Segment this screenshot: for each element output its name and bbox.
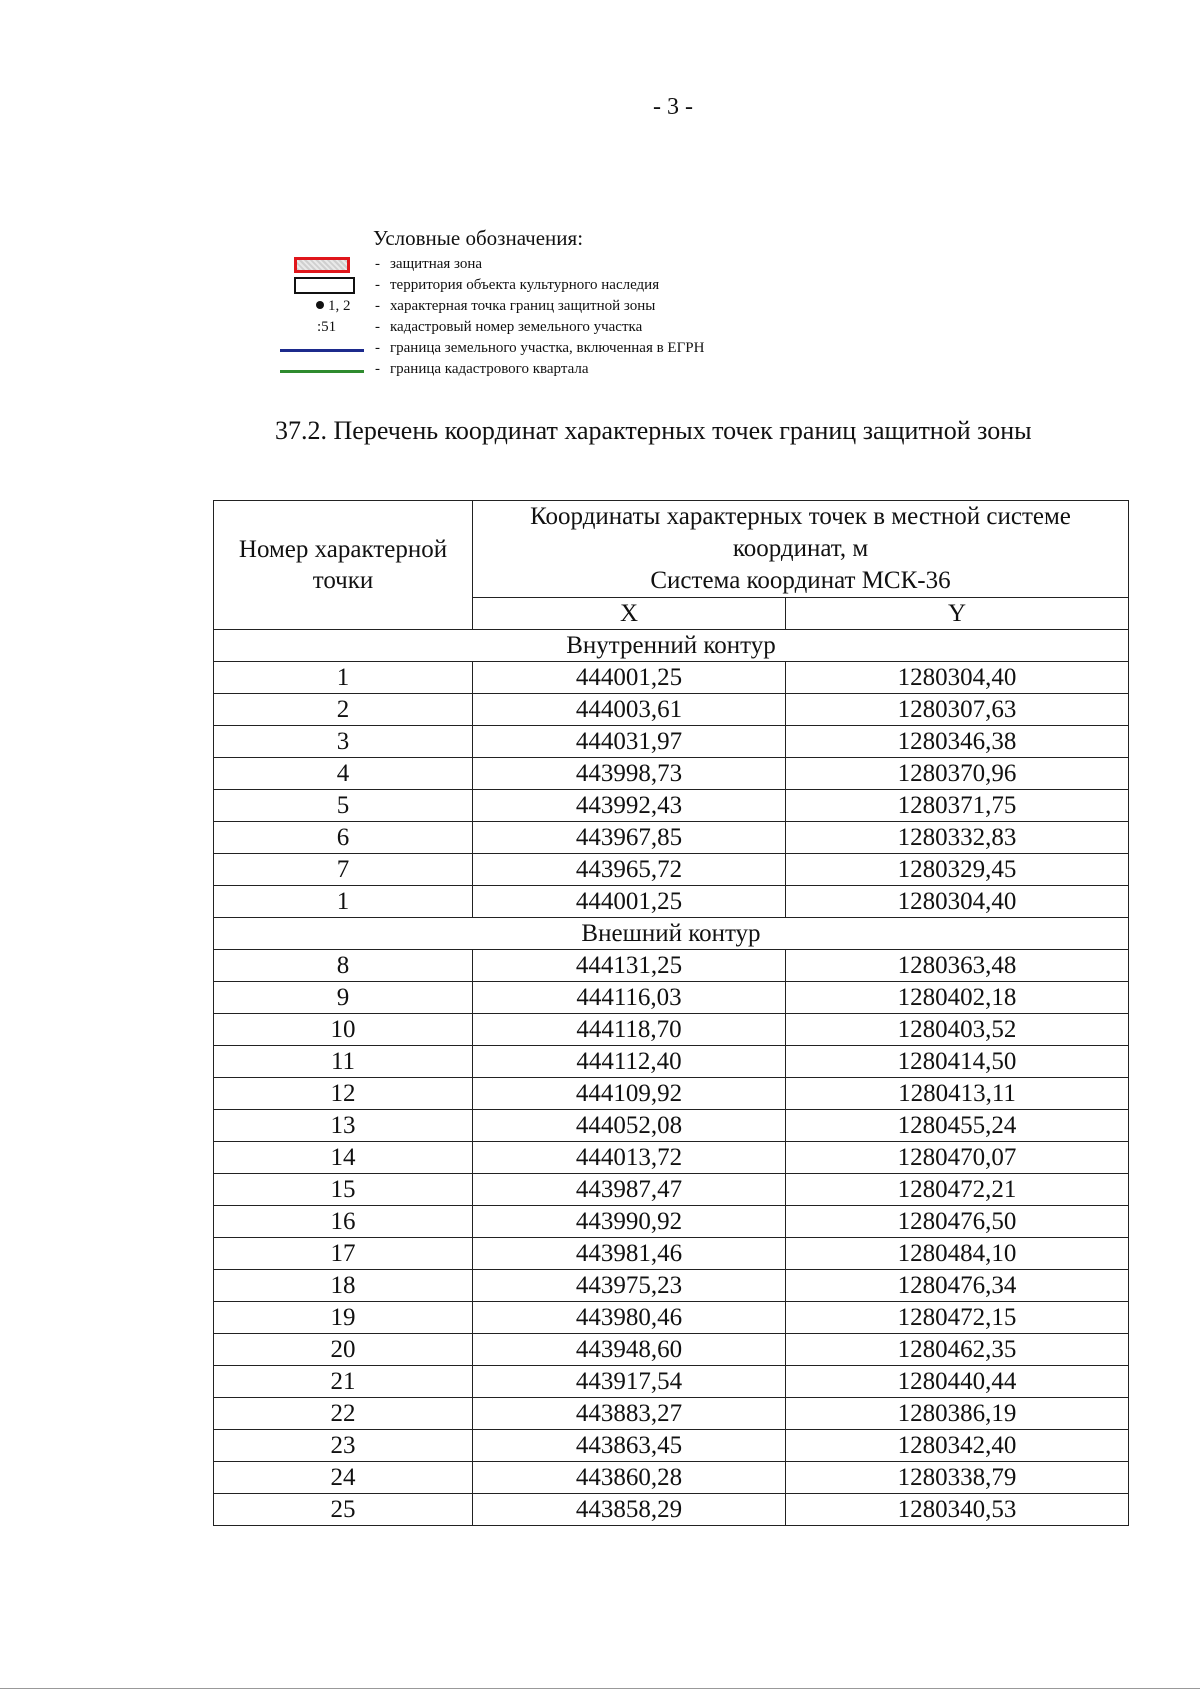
y-coordinate-cell: 1280346,38: [786, 726, 1129, 758]
table-row: [214, 1206, 1129, 1238]
y-coordinate-cell: 1280342,40: [786, 1430, 1129, 1462]
table-row: [214, 1238, 1129, 1270]
y-coordinate-cell: 1280304,40: [786, 662, 1129, 694]
table-row: [214, 790, 1129, 822]
table-body: [214, 630, 1129, 1526]
legend-dash: -: [375, 256, 380, 272]
point-number-cell: 6: [214, 822, 473, 854]
y-coordinate-cell: 1280413,11: [786, 1078, 1129, 1110]
y-coordinate-cell: 1280371,75: [786, 790, 1129, 822]
point-number-cell: 19: [214, 1302, 473, 1334]
point-number-cell: 24: [214, 1462, 473, 1494]
x-coordinate-cell: 444003,61: [473, 694, 786, 726]
section-row: [214, 630, 1129, 662]
x-coordinate-cell: 443992,43: [473, 790, 786, 822]
y-coordinate-cell: 1280470,07: [786, 1142, 1129, 1174]
table-row: [214, 1398, 1129, 1430]
x-coordinate-cell: 444118,70: [473, 1014, 786, 1046]
point-number-cell: 12: [214, 1078, 473, 1110]
legend-text: граница кадастрового квартала: [390, 361, 589, 377]
x-coordinate-cell: 444031,97: [473, 726, 786, 758]
y-coordinate-cell: 1280472,21: [786, 1174, 1129, 1206]
x-coordinate-cell: 443990,92: [473, 1206, 786, 1238]
x-coordinate-cell: 443858,29: [473, 1494, 786, 1526]
point-number-cell: 10: [214, 1014, 473, 1046]
x-coordinate-cell: 443967,85: [473, 822, 786, 854]
y-coordinate-cell: 1280338,79: [786, 1462, 1129, 1494]
legend-dash: -: [375, 319, 380, 335]
legend-item-land-plot-boundary: [278, 340, 798, 360]
y-coordinate-cell: 1280476,50: [786, 1206, 1129, 1238]
section-title: 37.2. Перечень координат характерных точек границ защитной зоны: [275, 416, 1032, 445]
point-number-cell: 11: [214, 1046, 473, 1078]
table-row: [214, 822, 1129, 854]
x-coordinate-cell: 443980,46: [473, 1302, 786, 1334]
x-coordinate-cell: 443965,72: [473, 854, 786, 886]
point-number-cell: 13: [214, 1110, 473, 1142]
cadastral-label: :51: [317, 319, 337, 335]
protection-zone-swatch-icon: [294, 257, 350, 273]
table-row: [214, 1494, 1129, 1526]
point-number-cell: 9: [214, 982, 473, 1014]
table-row: [214, 662, 1129, 694]
y-coordinate-cell: 1280386,19: [786, 1398, 1129, 1430]
point-label: 1, 2: [328, 298, 351, 314]
point-number-cell: 20: [214, 1334, 473, 1366]
table-row: [214, 950, 1129, 982]
point-number-cell: 23: [214, 1430, 473, 1462]
legend-text: кадастровый номер земельного участка: [390, 319, 643, 335]
y-coordinate-cell: 1280455,24: [786, 1110, 1129, 1142]
y-coordinate-cell: 1280340,53: [786, 1494, 1129, 1526]
y-coordinate-cell: 1280307,63: [786, 694, 1129, 726]
table-row: [214, 1142, 1129, 1174]
legend-title: Условные обозначения:: [373, 226, 584, 250]
point-dot-icon: [316, 301, 324, 309]
legend-text: территория объекта культурного наследия: [390, 277, 660, 293]
section-row: [214, 918, 1129, 950]
x-coordinate-cell: 443987,47: [473, 1174, 786, 1206]
x-coordinate-cell: 443981,46: [473, 1238, 786, 1270]
header-point-number: Номер характерной точки: [214, 501, 473, 630]
point-number-cell: 18: [214, 1270, 473, 1302]
point-number-cell: 25: [214, 1494, 473, 1526]
x-coordinate-cell: 444112,40: [473, 1046, 786, 1078]
y-coordinate-cell: 1280476,34: [786, 1270, 1129, 1302]
x-coordinate-cell: 443860,28: [473, 1462, 786, 1494]
table-row: [214, 1270, 1129, 1302]
x-coordinate-cell: 444116,03: [473, 982, 786, 1014]
table-row: [214, 1302, 1129, 1334]
y-coordinate-cell: 1280440,44: [786, 1366, 1129, 1398]
point-number-cell: 4: [214, 758, 473, 790]
x-coordinate-cell: 443863,45: [473, 1430, 786, 1462]
point-number-cell: 8: [214, 950, 473, 982]
blue-line-icon: [280, 349, 364, 352]
table-row: [214, 758, 1129, 790]
table-row: [214, 1430, 1129, 1462]
header-coordinates-title: Координаты характерных точек в местной системе координат, м: [530, 503, 1071, 562]
point-number-cell: 1: [214, 662, 473, 694]
point-number-cell: 22: [214, 1398, 473, 1430]
point-number-cell: 17: [214, 1238, 473, 1270]
table-row: [214, 1334, 1129, 1366]
point-number-cell: 15: [214, 1174, 473, 1206]
point-number-cell: 2: [214, 694, 473, 726]
section-title-cell: Внутренний контур: [214, 630, 1129, 662]
legend-item-protection-zone: [278, 256, 798, 276]
x-coordinate-cell: 444001,25: [473, 662, 786, 694]
point-number-cell: 3: [214, 726, 473, 758]
header-coordinates: [473, 501, 1129, 598]
legend-text: граница земельного участка, включенная в ЕГРН: [390, 340, 705, 356]
legend-dash: -: [375, 340, 380, 356]
table-row: [214, 726, 1129, 758]
y-coordinate-cell: 1280414,50: [786, 1046, 1129, 1078]
table-row: [214, 1366, 1129, 1398]
x-coordinate-cell: 443917,54: [473, 1366, 786, 1398]
y-coordinate-cell: 1280332,83: [786, 822, 1129, 854]
table-row: [214, 1462, 1129, 1494]
x-coordinate-cell: 444052,08: [473, 1110, 786, 1142]
y-coordinate-cell: 1280403,52: [786, 1014, 1129, 1046]
x-coordinate-cell: 443948,60: [473, 1334, 786, 1366]
point-number-cell: 5: [214, 790, 473, 822]
table-row: [214, 886, 1129, 918]
x-coordinate-cell: 444001,25: [473, 886, 786, 918]
table-row: [214, 1046, 1129, 1078]
y-coordinate-cell: 1280462,35: [786, 1334, 1129, 1366]
x-coordinate-cell: 444013,72: [473, 1142, 786, 1174]
table-row: [214, 982, 1129, 1014]
y-coordinate-cell: 1280304,40: [786, 886, 1129, 918]
table-row: [214, 854, 1129, 886]
header-x: X: [473, 598, 786, 630]
legend-dash: -: [375, 361, 380, 377]
header-y: Y: [786, 598, 1129, 630]
y-coordinate-cell: 1280370,96: [786, 758, 1129, 790]
page-bottom-rule: [0, 1688, 1200, 1689]
point-number-cell: 1: [214, 886, 473, 918]
x-coordinate-cell: 443998,73: [473, 758, 786, 790]
y-coordinate-cell: 1280363,48: [786, 950, 1129, 982]
x-coordinate-cell: 443975,23: [473, 1270, 786, 1302]
legend-text: защитная зона: [390, 256, 483, 272]
x-coordinate-cell: 443883,27: [473, 1398, 786, 1430]
legend-item-cadastral-number: [278, 319, 798, 339]
coordinates-table: [213, 500, 1129, 1526]
header-coordinate-system: Система координат МСК-36: [650, 567, 951, 594]
y-coordinate-cell: 1280402,18: [786, 982, 1129, 1014]
heritage-territory-swatch-icon: [294, 277, 355, 294]
point-number-cell: 14: [214, 1142, 473, 1174]
y-coordinate-cell: 1280472,15: [786, 1302, 1129, 1334]
point-number-cell: 7: [214, 854, 473, 886]
table-row: [214, 1078, 1129, 1110]
table-row: [214, 1110, 1129, 1142]
table-row: [214, 1174, 1129, 1206]
legend-item-heritage-territory: [278, 277, 798, 297]
legend-item-boundary-point: [278, 298, 798, 318]
table-row: [214, 1014, 1129, 1046]
y-coordinate-cell: 1280329,45: [786, 854, 1129, 886]
point-number-cell: 16: [214, 1206, 473, 1238]
x-coordinate-cell: 444109,92: [473, 1078, 786, 1110]
point-number-cell: 21: [214, 1366, 473, 1398]
y-coordinate-cell: 1280484,10: [786, 1238, 1129, 1270]
table-row: [214, 694, 1129, 726]
section-title-cell: Внешний контур: [214, 918, 1129, 950]
legend-dash: -: [375, 277, 380, 293]
legend-item-quarter-boundary: [278, 361, 798, 381]
legend-text: характерная точка границ защитной зоны: [390, 298, 656, 314]
green-line-icon: [280, 370, 364, 373]
page-number-text: - 3 -: [653, 94, 693, 120]
x-coordinate-cell: 444131,25: [473, 950, 786, 982]
legend-dash: -: [375, 298, 380, 314]
